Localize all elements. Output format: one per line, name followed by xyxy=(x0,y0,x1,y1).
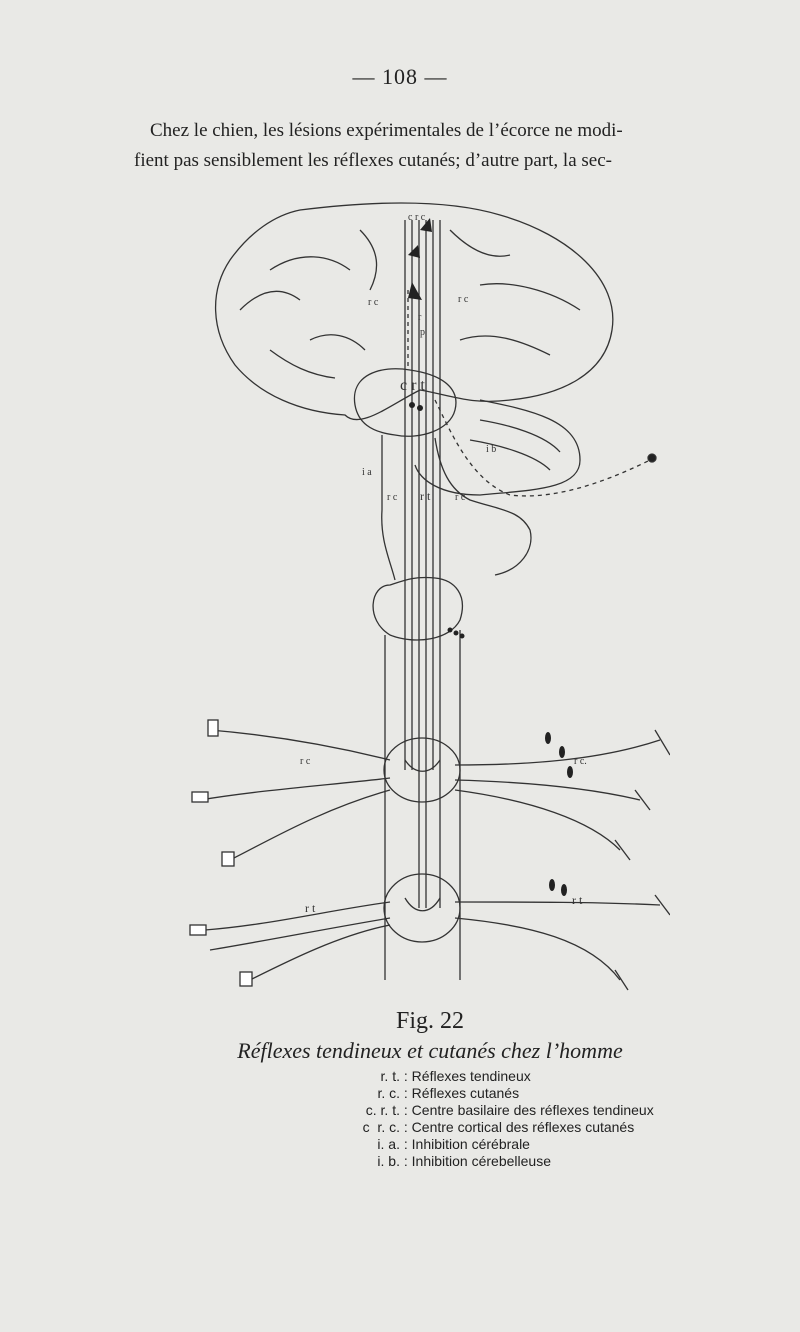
intro-paragraph xyxy=(134,116,650,176)
label-rc-low-left: r c xyxy=(300,756,311,767)
legend-row: i. a. : Inhibition cérébrale xyxy=(200,1136,660,1153)
legend-row: i. b. : Inhibition cérebelleuse xyxy=(200,1153,660,1170)
nerve-lower-left-1 xyxy=(205,902,390,930)
label-rc-mid: r c xyxy=(387,492,398,503)
label-rt-mid: r t xyxy=(420,489,431,503)
legend-abbr: i. a. xyxy=(377,1136,400,1152)
label-rt-low-left: r t xyxy=(305,901,316,915)
legend-abbr: r. c. xyxy=(377,1085,400,1101)
legend-row: c r. c. : Centre cortical des réflexes cutanés xyxy=(200,1119,660,1136)
nerve-lower-left-3 xyxy=(250,925,390,980)
intro-line-2: fient pas sensiblement les réflexes cutanés; d’autre part, la sec- xyxy=(134,150,612,171)
nerve-lower-right-2 xyxy=(455,918,620,980)
nerve-upper-left-2 xyxy=(200,778,390,800)
nerve-lower-right-1 xyxy=(455,902,660,905)
nerve-lower-left-2 xyxy=(210,918,390,950)
legend-abbr: c r. c. xyxy=(362,1119,400,1135)
figure-legend xyxy=(200,1068,660,1170)
nerve-upper-right-1 xyxy=(455,740,660,765)
legend-row: c. r. t. : Centre basilaire des réflexes tendineux xyxy=(200,1102,660,1119)
label-ia: i a xyxy=(362,467,372,478)
spinal-segment-upper xyxy=(384,738,460,802)
legend-desc: Centre basilaire des réflexes tendineux xyxy=(411,1102,654,1118)
label-r: r xyxy=(418,312,422,323)
legend-desc: Centre cortical des réflexes cutanés xyxy=(411,1119,635,1135)
page-number: — 108 — xyxy=(352,64,448,89)
label-rc-mid2: r c xyxy=(455,492,466,503)
label-rt-low-right: r t xyxy=(572,893,583,907)
legend-abbr: c. r. t. xyxy=(365,1102,400,1118)
legend-desc: Inhibition cérebelleuse xyxy=(411,1153,551,1169)
label-crc: c r c xyxy=(408,212,426,223)
legend-desc: Inhibition cérébrale xyxy=(411,1136,530,1152)
spinal-segment-lower xyxy=(384,874,460,942)
figure-title: Réflexes tendineux et cutanés chez l’homme xyxy=(237,1038,623,1063)
label-rc-right: r c xyxy=(458,294,469,305)
label-crt: c r t xyxy=(400,377,425,394)
nerve-upper-right-2 xyxy=(455,780,640,800)
figure-22-diagram xyxy=(150,190,670,1020)
legend-abbr: r. t. xyxy=(380,1068,400,1084)
intro-line-1: Chez le chien, les lésions expérimentales de l’écorce ne modi- xyxy=(150,120,623,141)
reflex-pathway-drawing xyxy=(150,190,670,1020)
legend-row: r. t. : Réflexes tendineux xyxy=(200,1068,660,1085)
legend-row: r. c. : Réflexes cutanés xyxy=(200,1085,660,1102)
label-rc-left: r c xyxy=(368,297,379,308)
legend-desc: Réflexes cutanés xyxy=(411,1085,520,1101)
figure-number: Fig. 22 xyxy=(395,1008,464,1034)
legend-desc: Réflexes tendineux xyxy=(411,1068,531,1084)
nerve-upper-right-3 xyxy=(455,790,620,850)
label-rc-low-right: r c. xyxy=(574,756,587,767)
label-p: p xyxy=(420,327,425,338)
label-ib: i b xyxy=(486,444,497,455)
legend-abbr: i. b. xyxy=(377,1153,400,1169)
nerve-upper-left-3 xyxy=(230,790,390,860)
